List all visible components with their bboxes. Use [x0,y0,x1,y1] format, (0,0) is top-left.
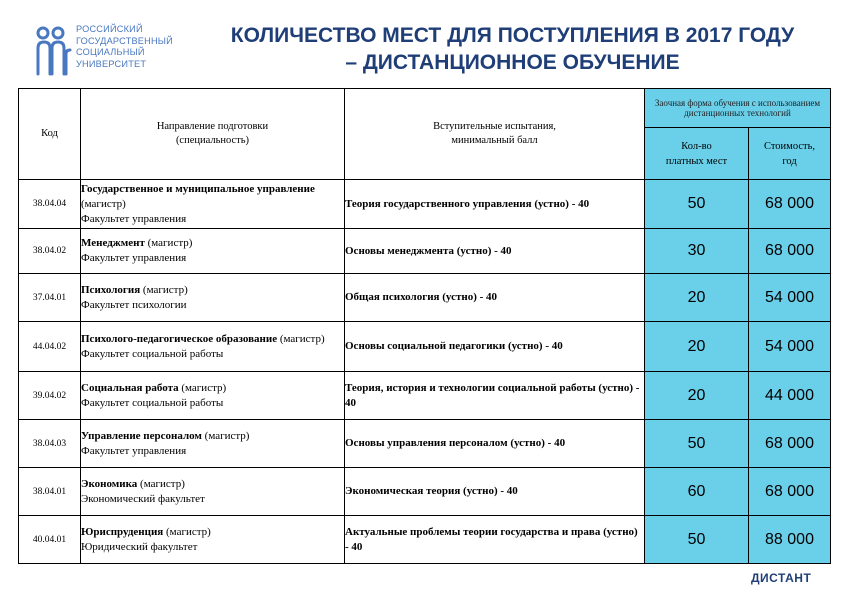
university-logo [34,24,204,80]
row-seats: 50 [645,180,749,229]
row-price: 54 000 [749,274,831,322]
row-seats: 50 [645,516,749,564]
row-code: 39.04.02 [19,372,81,420]
header-direction: Направление подготовки (специальность) [81,89,345,180]
row-direction [81,274,345,322]
row-direction [81,420,345,468]
title-line-2: – ДИСТАНЦИОННОЕ ОБУЧЕНИЕ [345,51,680,74]
row-direction [81,322,345,372]
row-seats: 20 [645,322,749,372]
header-distance-group: Заочная форма обучения с использованием дистанционных технологий [645,89,831,128]
row-seats: 20 [645,274,749,322]
direction-name: Экономика [81,477,138,490]
table-row [19,274,831,322]
row-price: 68 000 [749,180,831,229]
header-seats: Кол-во платных мест [645,128,749,180]
row-direction [81,372,345,420]
header-row [19,89,831,128]
footer-label: ДИСТАНТ [751,571,812,585]
university-name: РОССИЙСКИЙ ГОСУДАРСТВЕННЫЙ СОЦИАЛЬНЫЙ УНИВЕРСИТЕТ [76,24,173,69]
direction-faculty: Факультет управления [81,252,187,264]
row-seats: 50 [645,420,749,468]
header-price: Стоимость, год [749,128,831,180]
page-title [190,22,835,76]
row-exam: Теория, история и технологии социальной работы (устно) - 40 [345,372,645,420]
row-code: 38.04.03 [19,420,81,468]
table-row [19,180,831,229]
row-exam: Основы социальной педагогики (устно) - 40 [345,322,645,372]
row-code: 44.04.02 [19,322,81,372]
direction-name: Менеджмент [81,237,145,249]
row-direction [81,516,345,564]
direction-name: Управление персоналом [81,429,202,442]
direction-name: Психология [81,283,141,296]
direction-faculty: Факультет психологии [81,298,187,311]
row-direction [81,180,345,229]
direction-degree: (магистр) [81,197,126,210]
university-logo-figures-icon [34,24,74,76]
row-direction [81,468,345,516]
row-exam: Экономическая теория (устно) - 40 [345,468,645,516]
header-exams: Вступительные испытания, минимальный балл [345,89,645,180]
direction-degree: (магистр) [277,332,325,345]
direction-faculty: Факультет управления [81,444,187,457]
row-price: 88 000 [749,516,831,564]
direction-faculty: Экономический факультет [81,492,205,505]
row-seats: 20 [645,372,749,420]
row-exam: Основы менеджмента (устно) - 40 [345,229,645,274]
direction-name: Государственное и муниципальное управление [81,182,315,195]
row-exam: Актуальные проблемы теории государства и права (устно) - 40 [345,516,645,564]
title-line-1: КОЛИЧЕСТВО МЕСТ ДЛЯ ПОСТУПЛЕНИЯ В 2017 ГОДУ [230,24,795,47]
table-row [19,372,831,420]
table-row [19,420,831,468]
row-price: 68 000 [749,468,831,516]
row-code: 37.04.01 [19,274,81,322]
row-code: 38.04.02 [19,229,81,274]
direction-name: Юриспруденция [81,525,164,538]
direction-degree: (магистр) [163,525,211,538]
row-exam: Теория государственного управления (устно) - 40 [345,180,645,229]
direction-degree: (магистр) [201,429,250,442]
direction-faculty: Факультет управления [81,212,187,225]
direction-name: Психолого-педагогическое образование [81,332,278,345]
row-seats: 60 [645,468,749,516]
admissions-table [18,88,831,564]
row-direction [81,229,345,274]
header-code: Код [19,89,81,180]
row-code: 40.04.01 [19,516,81,564]
row-exam: Общая психология (устно) - 40 [345,274,645,322]
direction-faculty: Факультет социальной работы [81,396,224,409]
row-code: 38.04.04 [19,180,81,229]
row-price: 54 000 [749,322,831,372]
row-price: 44 000 [749,372,831,420]
row-code: 38.04.01 [19,468,81,516]
row-price: 68 000 [749,420,831,468]
table-row [19,516,831,564]
table-row [19,468,831,516]
direction-degree: (магистр) [144,237,193,249]
row-seats: 30 [645,229,749,274]
table-row [19,322,831,372]
direction-faculty: Факультет социальной работы [81,347,224,360]
direction-degree: (магистр) [178,381,227,394]
direction-faculty: Юридический факультет [81,540,198,553]
table-row [19,229,831,274]
direction-degree: (магистр) [137,477,185,490]
direction-name: Социальная работа [81,381,179,394]
row-exam: Основы управления персоналом (устно) - 40 [345,420,645,468]
row-price: 68 000 [749,229,831,274]
direction-degree: (магистр) [140,283,188,296]
